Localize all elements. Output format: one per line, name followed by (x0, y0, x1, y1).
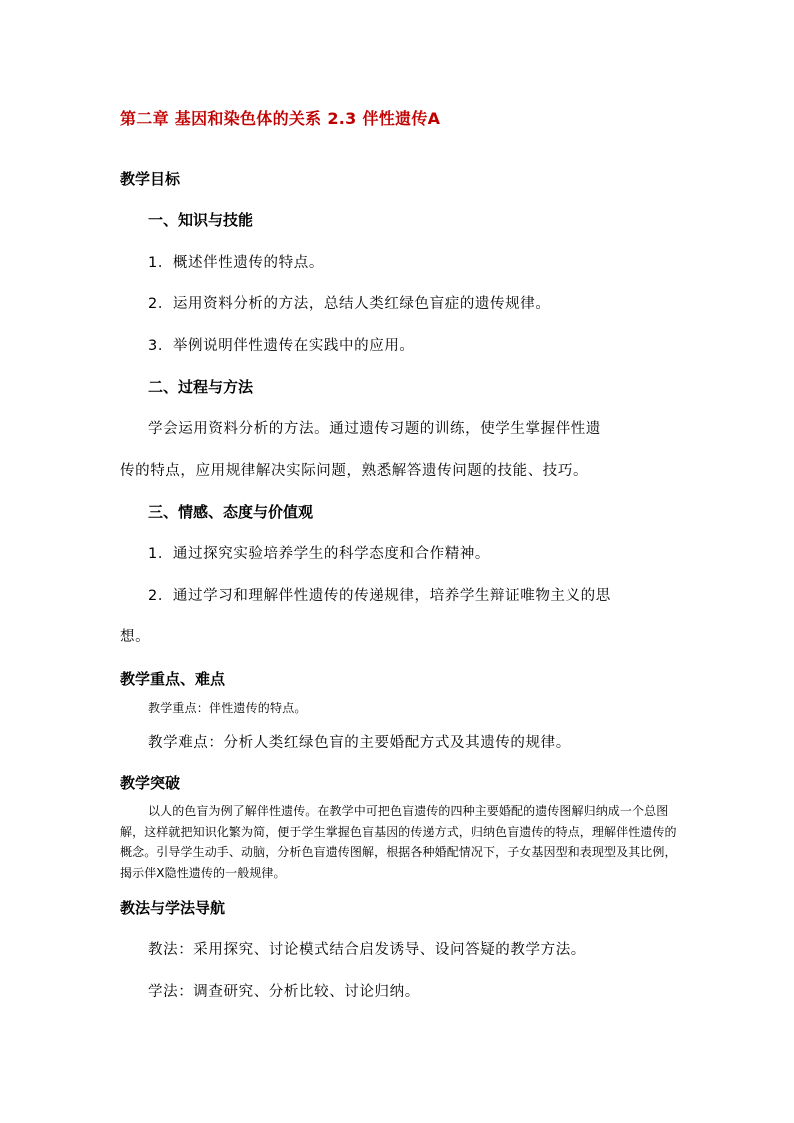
teaching-method-text: 教法：采用探究、讨论模式结合启发诱导、设问答疑的教学方法。 (148, 942, 586, 958)
breakthrough-heading: 教学突破 (120, 774, 181, 792)
learning-method-text: 学法：调查研究、分析比较、讨论归纳。 (148, 984, 420, 1000)
emotion-item-2-line-2: 想。 (120, 629, 151, 645)
key-points-heading: 教学重点、难点 (120, 670, 226, 688)
objectives-heading: 教学目标 (120, 170, 181, 188)
knowledge-item-2: 2．运用资料分析的方法，总结人类红绿色盲症的遗传规律。 (148, 296, 551, 312)
emotion-item-1: 1．通过探究实验培养学生的科学态度和合作精神。 (148, 546, 491, 562)
methods-heading: 教法与学法导航 (120, 899, 226, 917)
emotion-values-heading: 三、情感、态度与价值观 (148, 503, 314, 521)
process-text-line-1: 学会运用资料分析的方法。通过遗传习题的训练，使学生掌握伴性遗 (148, 421, 601, 437)
document-title: 第二章 基因和染色体的关系 2.3 伴性遗传A (120, 109, 441, 128)
key-point-text: 教学重点：伴性遗传的特点。 (148, 701, 307, 715)
knowledge-skills-heading: 一、知识与技能 (148, 211, 254, 229)
knowledge-item-1: 1．概述伴性遗传的特点。 (148, 255, 324, 271)
process-methods-heading: 二、过程与方法 (148, 378, 254, 396)
knowledge-item-3: 3．举例说明伴性遗传在实践中的应用。 (148, 338, 415, 354)
breakthrough-paragraph: 以人的色盲为例了解伴性遗传。在教学中可把色盲遗传的四种主要婚配的遗传图解归纳成一个总图解，这样就把知识化繁为简，便于学生掌握色盲基因的传递方式，归纳色盲遗传的特点，理解伴性遗传的概念。引导学生动手、动脑，分析色盲遗传图解，根据各种婚配情况下，子女基因型和表现型及其比例，揭示伴Ⅹ隐性遗传的一般规律。 (120, 804, 677, 880)
difficulty-text: 教学难点：分析人类红绿色盲的主要婚配方式及其遗传的规律。 (148, 735, 571, 751)
process-text-line-2: 传的特点，应用规律解决实际问题，熟悉解答遗传问题的技能、技巧。 (120, 463, 589, 479)
emotion-item-2-line-1: 2．通过学习和理解伴性遗传的传递规律，培养学生辩证唯物主义的思 (148, 588, 611, 604)
